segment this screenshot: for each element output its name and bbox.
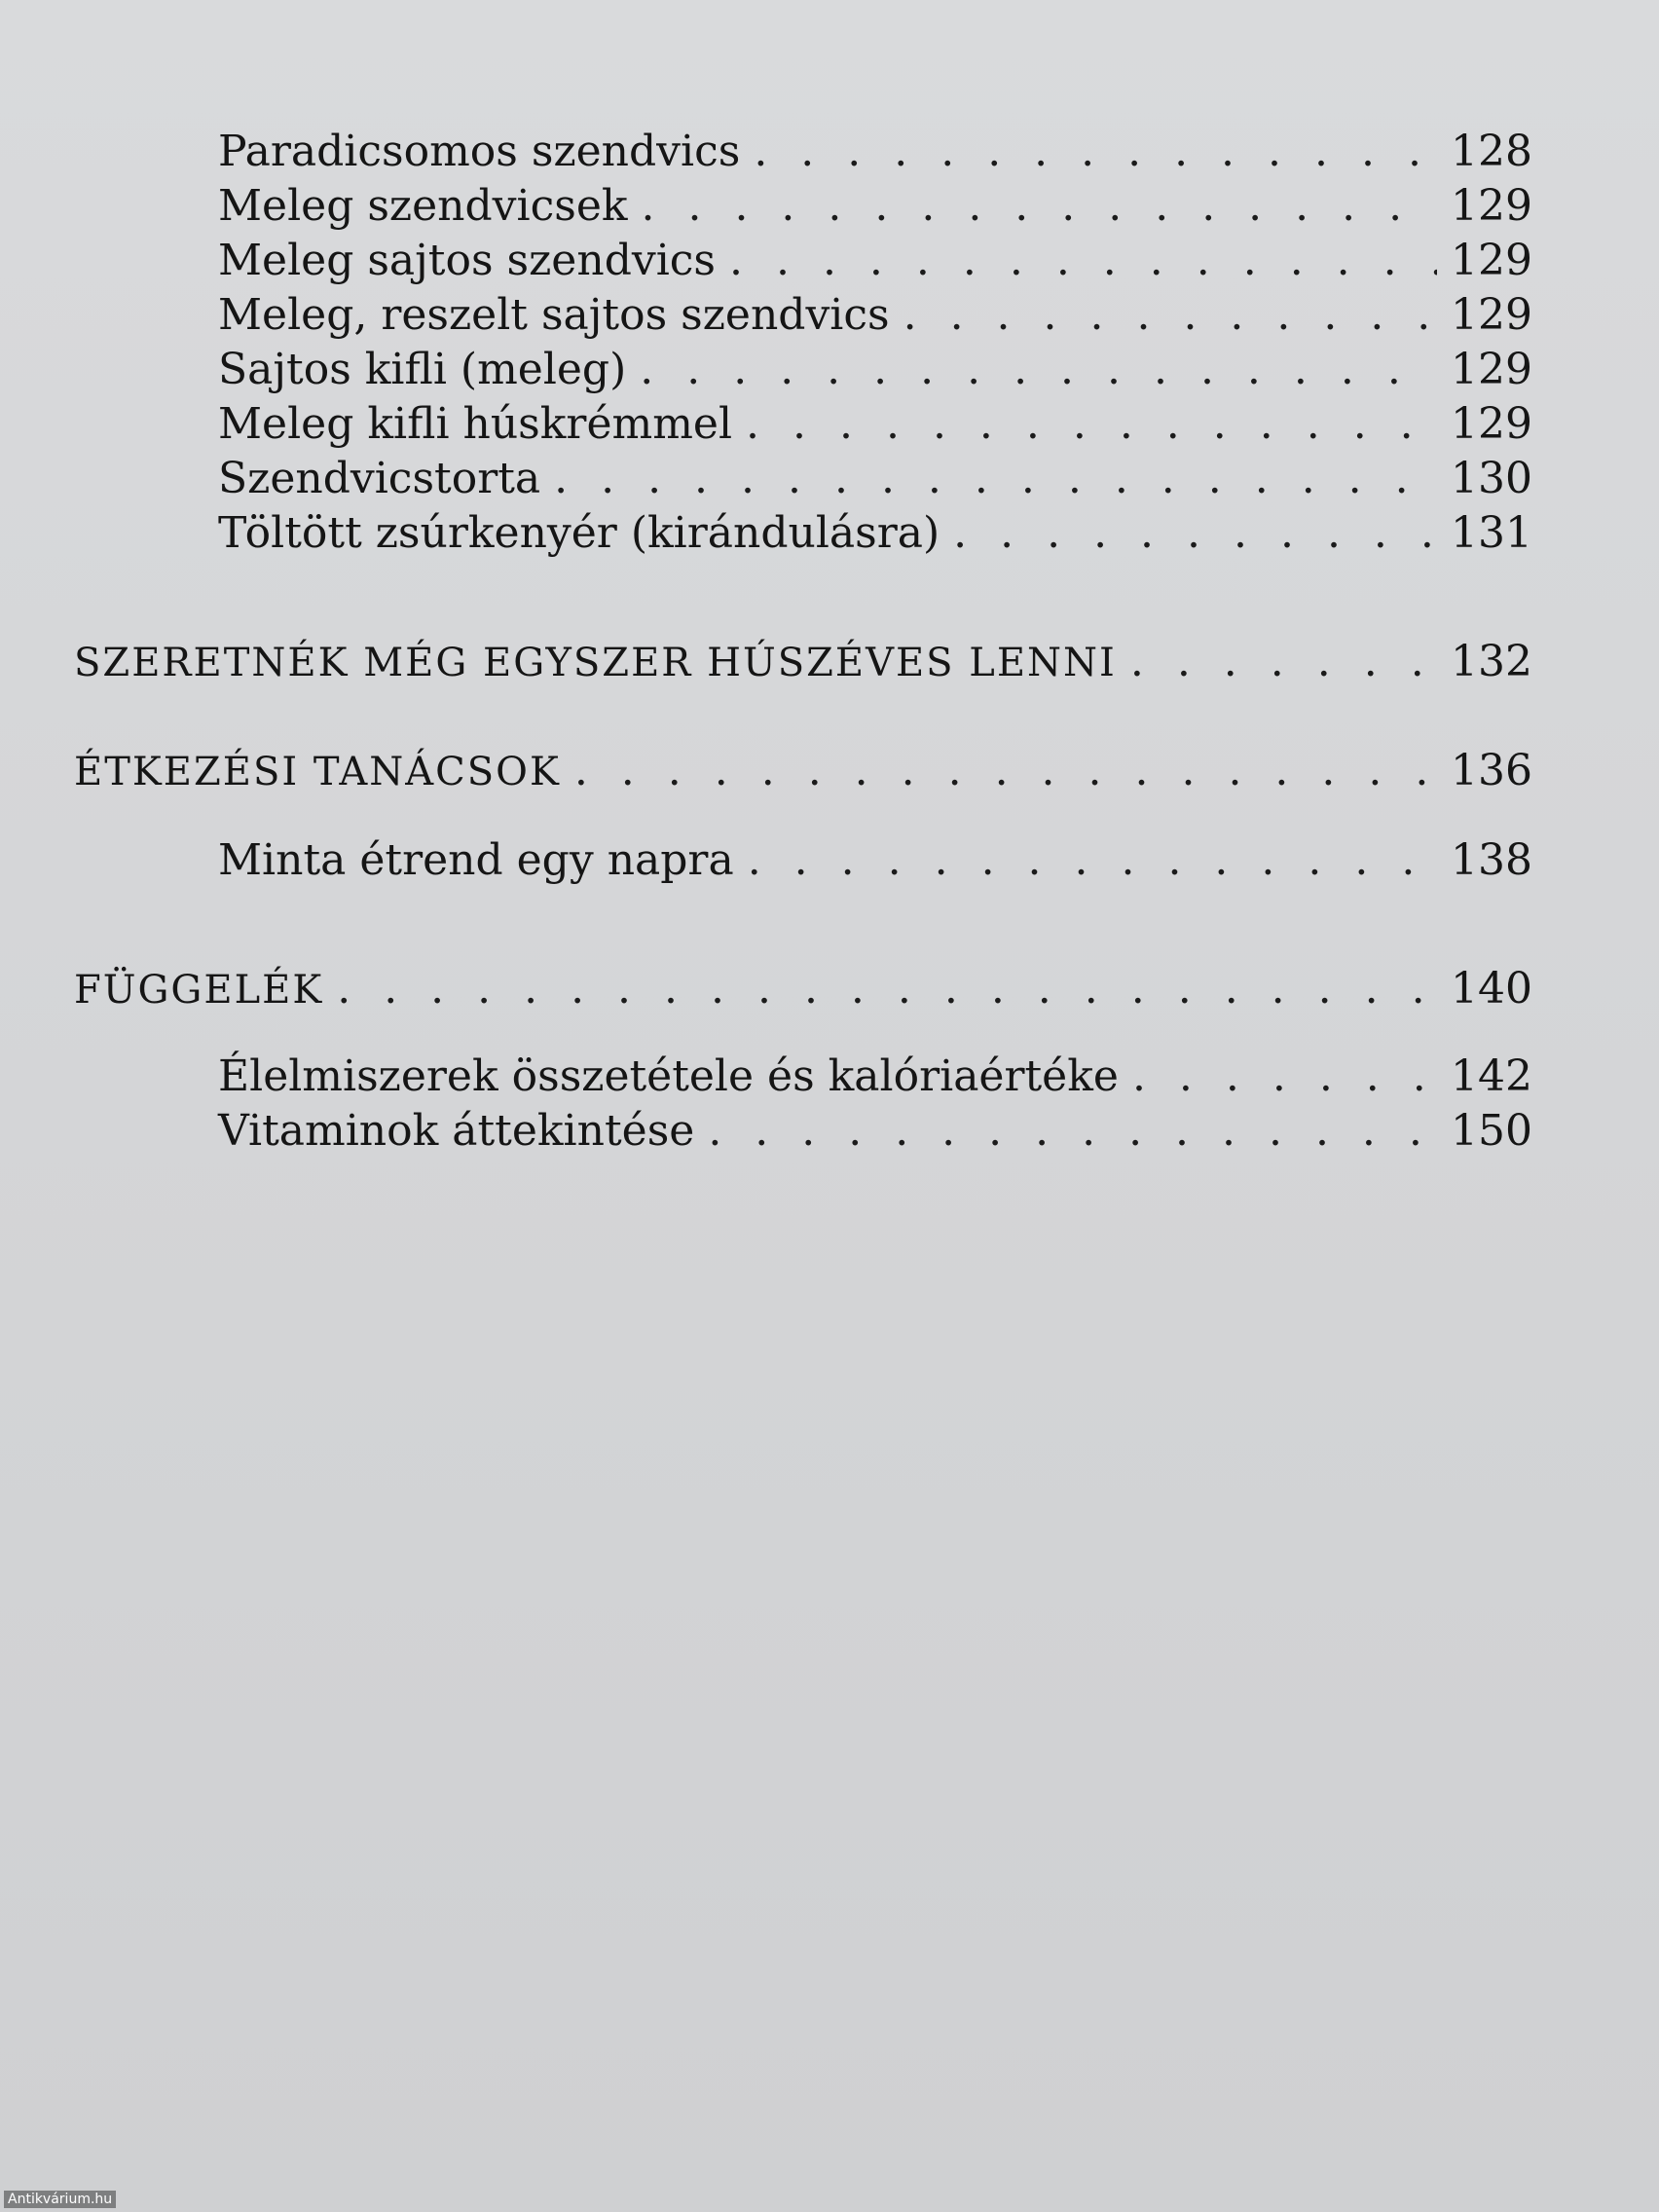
toc-entry-page: 128 xyxy=(1451,127,1532,176)
toc-entry-title: Meleg szendvicsek xyxy=(218,181,628,231)
toc-section-title: ÉTKEZÉSI TANÁCSOK xyxy=(74,750,561,794)
dot-leader xyxy=(754,125,1437,179)
dot-leader xyxy=(1130,635,1437,689)
toc-entry xyxy=(218,833,1532,888)
toc-entry-page: 129 xyxy=(1451,399,1532,449)
toc-entry-title: Meleg kifli húskrémmel xyxy=(218,399,733,449)
toc-entry-page: 136 xyxy=(1451,746,1532,795)
toc-entry xyxy=(218,1050,1532,1104)
toc-entry xyxy=(218,343,1532,397)
toc-section-title: SZERETNÉK MÉG EGYSZER HÚSZÉVES LENNI xyxy=(74,641,1117,685)
toc-entry-title: Szendvicstorta xyxy=(218,454,541,503)
dot-leader xyxy=(642,179,1438,234)
dot-leader xyxy=(746,397,1437,452)
toc-entry-page: 130 xyxy=(1451,454,1532,503)
toc-entry xyxy=(218,397,1532,452)
toc-entry-title: Minta étrend egy napra xyxy=(218,835,734,885)
dot-leader xyxy=(554,452,1437,506)
toc-entry-page: 142 xyxy=(1451,1051,1532,1101)
toc-entry-page: 132 xyxy=(1451,637,1532,686)
dot-leader xyxy=(708,1104,1437,1159)
toc-entry xyxy=(218,1104,1532,1159)
toc-entry-title: Töltött zsúrkenyér (kirándulásra) xyxy=(218,508,940,558)
dot-leader xyxy=(1132,1050,1437,1104)
toc-entry xyxy=(218,234,1532,288)
toc-entry-title: Élelmiszerek összetétele és kalóriaértéke xyxy=(218,1051,1119,1101)
toc-entry-title: Paradicsomos szendvics xyxy=(218,127,741,176)
toc-entry xyxy=(218,506,1532,561)
toc-section-title: FÜGGELÉK xyxy=(74,968,324,1013)
toc-entry-page: 129 xyxy=(1451,236,1532,285)
toc-entry-page: 140 xyxy=(1451,964,1532,1014)
toc-section-heading xyxy=(74,635,1532,689)
toc-entry-page: 129 xyxy=(1451,290,1532,340)
toc-entry-title: Meleg, reszelt sajtos szendvics xyxy=(218,290,890,340)
watermark: Antikvárium.hu xyxy=(4,2191,116,2208)
toc-entry xyxy=(218,288,1532,343)
dot-leader xyxy=(574,744,1437,798)
toc-entry xyxy=(218,179,1532,234)
dot-leader xyxy=(640,343,1437,397)
toc-section-heading xyxy=(74,962,1532,1016)
dot-leader xyxy=(953,506,1437,561)
toc-section-heading xyxy=(74,744,1532,798)
dot-leader xyxy=(748,833,1437,888)
dot-leader xyxy=(729,234,1437,288)
toc-entry-page: 150 xyxy=(1451,1106,1532,1156)
toc-entry-page: 131 xyxy=(1451,508,1532,558)
toc-entry-page: 129 xyxy=(1451,181,1532,231)
dot-leader xyxy=(337,962,1437,1016)
toc-entry-title: Vitaminok áttekintése xyxy=(218,1106,695,1156)
toc-entry xyxy=(218,452,1532,506)
dot-leader xyxy=(903,288,1437,343)
toc-entry-title: Meleg sajtos szendvics xyxy=(218,236,717,285)
toc-entry-page: 138 xyxy=(1451,835,1532,885)
toc-entry xyxy=(218,125,1532,179)
toc-entry-title: Sajtos kifli (meleg) xyxy=(218,345,627,394)
toc-entry-page: 129 xyxy=(1451,345,1532,394)
